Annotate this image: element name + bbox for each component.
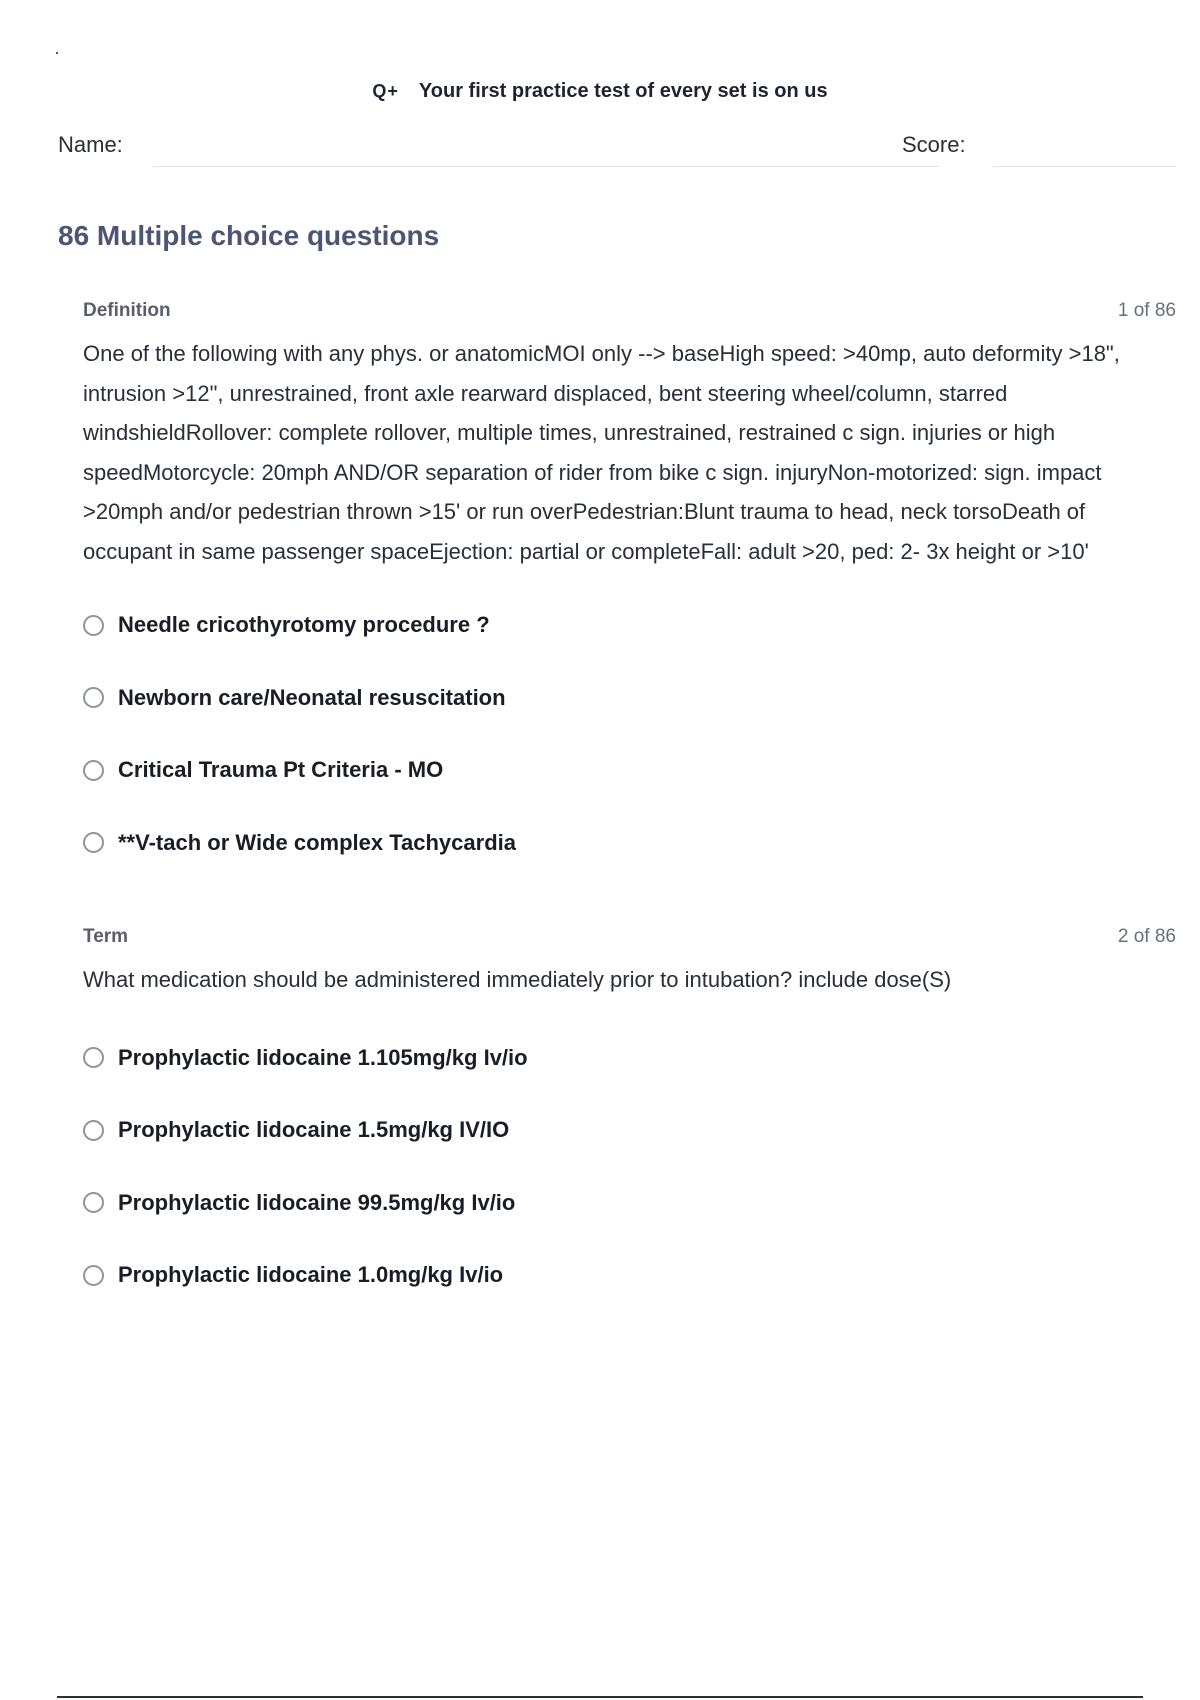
answer-label: Critical Trauma Pt Criteria - MO	[118, 757, 444, 783]
answer-option[interactable]	[83, 1022, 1176, 1095]
answer-option[interactable]	[83, 662, 1176, 735]
question-1	[83, 300, 1176, 879]
answer-label: Prophylactic lidocaine 1.5mg/kg IV/IO	[118, 1117, 510, 1143]
name-score-row	[58, 132, 1176, 172]
question-header	[83, 926, 1176, 948]
answer-label: Newborn care/Neonatal resuscitation	[118, 684, 506, 710]
promo-banner	[0, 80, 1200, 103]
question-prompt: One of the following with any phys. or anatomicMOI only --> baseHigh speed: >40mp, auto deformity >18", intrusion >12", unrestrained, front axle rearward displaced, bent steering wheel/column, starred windshieldRollover: complete rollover, multiple times, unrestrained, restrained c sign. injuries or high speedMotorcycle: 20mph AND/OR separation of rider from bike c sign. injuryNon-motorized: sign. impact >20mph and/or pedestrian thrown >15' or run overPedestrian:Blunt trauma to head, neck torsoDeath of occupant in same passenger spaceEjection: partial or completeFall: adult >20, ped: 2- 3x height or >10'	[83, 341, 1120, 564]
question-type: Definition	[83, 300, 171, 321]
answer-label: Prophylactic lidocaine 1.105mg/kg Iv/io	[118, 1044, 528, 1070]
name-field[interactable]	[153, 166, 939, 167]
radio-button[interactable]	[83, 760, 104, 781]
score-field[interactable]	[993, 166, 1176, 167]
question-2	[83, 926, 1176, 1312]
answer-options	[83, 589, 1176, 879]
section-title: 86 Multiple choice questions	[58, 220, 440, 251]
answer-label: Prophylactic lidocaine 1.0mg/kg Iv/io	[118, 1262, 504, 1288]
answer-option[interactable]	[83, 807, 1176, 880]
name-label: Name:	[58, 132, 123, 157]
radio-button[interactable]	[83, 1047, 104, 1068]
radio-button[interactable]	[83, 832, 104, 853]
radio-button[interactable]	[83, 615, 104, 636]
answer-options	[83, 1022, 1176, 1312]
question-prompt: What medication should be administered immediately prior to intubation? include dose(S)	[83, 967, 952, 992]
answer-label: **V-tach or Wide complex Tachycardia	[118, 829, 516, 855]
radio-button[interactable]	[83, 1192, 104, 1213]
promo-text: Your first practice test of every set is on us	[418, 80, 828, 102]
answer-option[interactable]	[83, 1094, 1176, 1167]
radio-button[interactable]	[83, 1265, 104, 1286]
question-counter: 2 of 86	[1117, 926, 1176, 947]
question-type: Term	[83, 926, 129, 947]
answer-option[interactable]	[83, 1239, 1176, 1312]
answer-label: Needle cricothyrotomy procedure ?	[118, 612, 490, 638]
radio-button[interactable]	[83, 1120, 104, 1141]
answer-option[interactable]	[83, 1167, 1176, 1240]
score-label: Score:	[902, 132, 966, 157]
radio-button[interactable]	[83, 687, 104, 708]
question-counter: 1 of 86	[1117, 300, 1176, 321]
answer-label: Prophylactic lidocaine 99.5mg/kg Iv/io	[118, 1189, 516, 1215]
answer-option[interactable]	[83, 734, 1176, 807]
page-mark	[56, 52, 58, 54]
quizlet-plus-icon: Q+	[372, 81, 399, 101]
question-header	[83, 300, 1176, 322]
bottom-divider	[57, 1696, 1143, 1698]
answer-option[interactable]	[83, 589, 1176, 662]
